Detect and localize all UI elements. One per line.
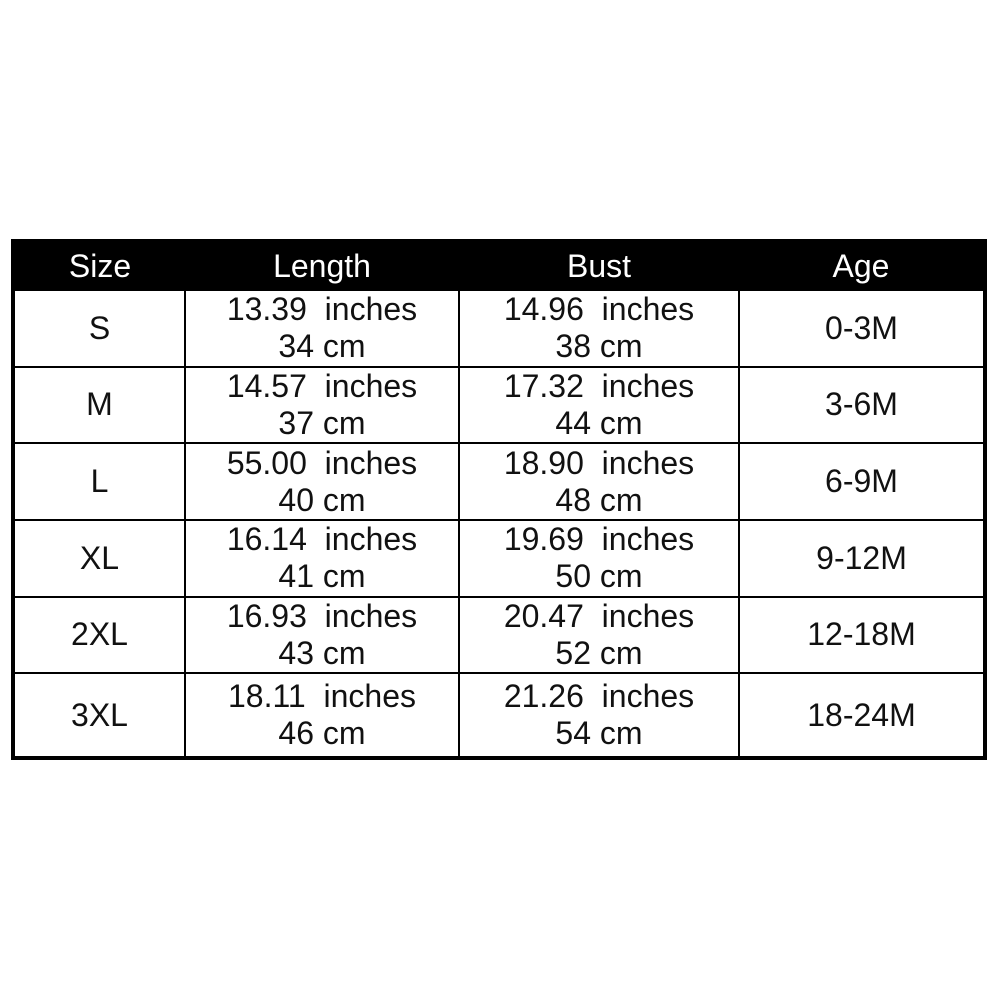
length-cell bbox=[185, 597, 459, 674]
table-row bbox=[13, 520, 985, 597]
length-cell bbox=[185, 673, 459, 758]
bust-cell bbox=[459, 367, 739, 444]
bust-inches: 14.96 inches bbox=[503, 291, 695, 328]
age-cell: 0-3M bbox=[739, 290, 985, 367]
bust-cm: 50 cm bbox=[555, 558, 643, 595]
bust-cm: 44 cm bbox=[555, 404, 643, 441]
bust-inches: 20.47 inches bbox=[503, 597, 695, 634]
bust-inches: 18.90 inches bbox=[503, 444, 695, 481]
length-cell bbox=[185, 367, 459, 444]
bust-cm: 52 cm bbox=[555, 634, 643, 671]
age-cell: 6-9M bbox=[739, 443, 985, 520]
size-cell: 3XL bbox=[13, 673, 185, 758]
length-cm: 37 cm bbox=[278, 404, 366, 441]
size-cell: S bbox=[13, 290, 185, 367]
length-cm: 40 cm bbox=[278, 481, 366, 518]
bust-cell bbox=[459, 673, 739, 758]
bust-inches: 17.32 inches bbox=[503, 367, 695, 404]
size-cell: XL bbox=[13, 520, 185, 597]
header-row bbox=[13, 241, 985, 290]
age-cell: 3-6M bbox=[739, 367, 985, 444]
header-size: Size bbox=[68, 247, 132, 284]
header-bust: Bust bbox=[566, 247, 632, 284]
bust-cell bbox=[459, 290, 739, 367]
length-cm: 43 cm bbox=[278, 634, 366, 671]
length-inches: 13.39 inches bbox=[226, 291, 418, 328]
bust-cell bbox=[459, 443, 739, 520]
header-age: Age bbox=[832, 247, 890, 284]
table-row bbox=[13, 367, 985, 444]
length-cell bbox=[185, 520, 459, 597]
age-cell: 18-24M bbox=[739, 673, 985, 758]
table-row bbox=[13, 673, 985, 758]
size-cell: L bbox=[13, 443, 185, 520]
size-cell: M bbox=[13, 367, 185, 444]
table-row bbox=[13, 290, 985, 367]
table-row bbox=[13, 597, 985, 674]
age-cell: 9-12M bbox=[739, 520, 985, 597]
header-length: Length bbox=[273, 247, 371, 284]
length-inches: 14.57 inches bbox=[226, 367, 418, 404]
length-cell bbox=[185, 443, 459, 520]
size-chart-table bbox=[11, 239, 987, 760]
length-cell bbox=[185, 290, 459, 367]
bust-inches: 19.69 inches bbox=[503, 521, 695, 558]
size-cell: 2XL bbox=[13, 597, 185, 674]
bust-cell bbox=[459, 520, 739, 597]
age-cell: 12-18M bbox=[739, 597, 985, 674]
length-cm: 34 cm bbox=[278, 328, 366, 365]
length-inches: 16.93 inches bbox=[226, 597, 418, 634]
table-row bbox=[13, 443, 985, 520]
length-cm: 46 cm bbox=[278, 715, 366, 752]
length-cm: 41 cm bbox=[278, 558, 366, 595]
length-inches: 16.14 inches bbox=[226, 521, 418, 558]
bust-cm: 48 cm bbox=[555, 481, 643, 518]
bust-inches: 21.26 inches bbox=[503, 678, 695, 715]
bust-cell bbox=[459, 597, 739, 674]
bust-cm: 38 cm bbox=[555, 328, 643, 365]
length-inches: 55.00 inches bbox=[226, 444, 418, 481]
bust-cm: 54 cm bbox=[555, 715, 643, 752]
length-inches: 18.11 inches bbox=[228, 678, 416, 715]
